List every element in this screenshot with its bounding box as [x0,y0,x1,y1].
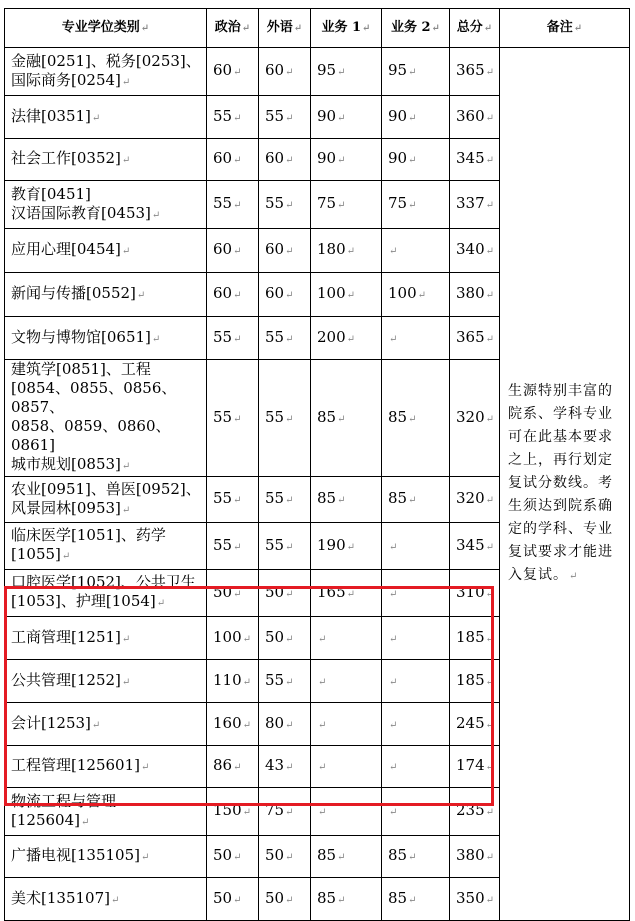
subject1-cell: 95↵ [311,48,382,96]
total-value: 320 [456,489,485,507]
subject1-cell: 90↵ [311,139,382,181]
subject2-cell: ↵ [382,570,450,617]
foreign-cell: 50↵ [259,617,311,660]
subject1-value: 90 [317,106,337,125]
politics-value: 55 [213,106,233,125]
subject1-value: 100 [317,284,346,302]
category-cell: 会计[1253]↵ [5,703,207,746]
politics-value: 55 [213,535,233,554]
subject2-value: 90 [388,149,408,167]
subject1-value: 85 [317,888,337,907]
header-total: 总分↵ [450,9,500,48]
subject2-value: 100 [388,284,417,302]
foreign-cell: 50↵ [259,570,311,617]
category-cell: 物流工程与管理 [125604]↵ [5,788,207,836]
subject1-cell: ↵ [311,788,382,836]
politics-cell: 60↵ [207,48,259,96]
subject2-cell: ↵ [382,703,450,746]
politics-cell: 160↵ [207,703,259,746]
politics-cell: 60↵ [207,273,259,317]
subject2-cell: 85↵ [382,360,450,477]
foreign-value: 50 [265,888,285,907]
category-cell: 工商管理[1251]↵ [5,617,207,660]
subject1-cell: 85↵ [311,360,382,477]
total-value: 345 [456,535,485,554]
subject1-value: 200 [317,327,346,346]
politics-value: 50 [213,888,233,907]
politics-value: 60 [213,240,233,258]
total-cell: 360↵ [450,96,500,139]
subject2-cell: 85↵ [382,878,450,921]
subject2-value: 95 [388,61,408,79]
subject1-value: 165 [317,582,346,601]
category-line: 新闻与传播[0552] [11,284,136,302]
score-table [4,8,630,921]
foreign-value: 55 [265,106,285,125]
subject2-cell: ↵ [382,788,450,836]
politics-cell: 60↵ [207,139,259,181]
category-line: 物流工程与管理 [11,791,117,810]
total-value: 345 [456,149,485,167]
total-value: 365 [456,327,485,346]
politics-cell: 50↵ [207,570,259,617]
total-cell: 174↵ [450,746,500,788]
subject1-cell: ↵ [311,703,382,746]
total-cell: 185↵ [450,617,500,660]
subject1-value: 190 [317,535,346,554]
category-line: [1055] [11,545,61,563]
header-politics: 政治↵ [207,9,259,48]
category-cell: 公共管理[1252]↵ [5,660,207,703]
category-cell: 广播电视[135105]↵ [5,836,207,878]
header-subject2: 业务 2↵ [382,9,450,48]
category-cell: 教育[0451] 汉语国际教育[0453]↵ [5,181,207,229]
politics-cell: 55↵ [207,477,259,523]
total-cell: 185↵ [450,660,500,703]
politics-value: 55 [213,194,233,212]
subject1-value: 75 [317,194,337,212]
category-line: 0858、0859、0860、0861] [11,417,171,454]
total-value: 185 [456,627,485,646]
category-cell: 应用心理[0454]↵ [5,229,207,273]
category-line: 应用心理[0454] [11,240,121,258]
subject1-cell: ↵ [311,660,382,703]
subject1-cell: ↵ [311,617,382,660]
subject2-value: 75 [388,194,408,212]
total-cell: 235↵ [450,788,500,836]
politics-cell: 150↵ [207,788,259,836]
total-cell: 245↵ [450,703,500,746]
foreign-cell: 60↵ [259,273,311,317]
total-cell: 380↵ [450,273,500,317]
total-cell: 337↵ [450,181,500,229]
foreign-cell: 60↵ [259,139,311,181]
category-line: 汉语国际教育[0453] [11,203,151,222]
foreign-value: 55 [265,670,285,689]
category-line: [125604] [11,810,80,829]
subject1-value: 180 [317,240,346,258]
category-line: 临床医学[1051]、药学 [11,526,166,544]
foreign-cell: 50↵ [259,836,311,878]
category-line: 建筑学[0851]、工程 [11,360,151,378]
total-value: 320 [456,407,485,426]
category-line: 广播电视[135105] [11,846,140,864]
politics-value: 50 [213,846,233,864]
foreign-cell: 60↵ [259,229,311,273]
category-cell: 工程管理[125601]↵ [5,746,207,788]
category-line: 社会工作[0352] [11,149,121,167]
subject1-cell: 100↵ [311,273,382,317]
foreign-cell: 55↵ [259,317,311,360]
politics-cell: 100↵ [207,617,259,660]
total-cell: 345↵ [450,139,500,181]
category-line: [0854、0855、0856、0857、 [11,379,177,416]
politics-cell: 50↵ [207,836,259,878]
foreign-cell: 55↵ [259,181,311,229]
header-notes: 备注↵ [500,9,630,48]
total-value: 235 [456,801,485,819]
category-cell: 社会工作[0352]↵ [5,139,207,181]
politics-value: 110 [213,670,242,689]
subject1-value: 85 [317,407,337,426]
notes-text: 生源特别丰富的院系、学科专业可在此基本要求之上，再行划定复试分数线。考生须达到院系确定的学科、专业复试要求才能进入复试。 [508,383,613,583]
subject1-cell: 165↵ [311,570,382,617]
total-value: 350 [456,888,485,907]
subject2-cell: 85↵ [382,836,450,878]
politics-value: 60 [213,284,233,302]
subject1-cell: ↵ [311,746,382,788]
total-value: 174 [456,756,485,774]
category-cell: 法律[0351]↵ [5,96,207,139]
foreign-value: 80 [265,713,285,732]
foreign-cell: 55↵ [259,360,311,477]
politics-cell: 86↵ [207,746,259,788]
foreign-value: 75 [265,801,285,819]
subject2-value: 85 [388,489,408,507]
subject2-cell: ↵ [382,229,450,273]
foreign-value: 50 [265,582,285,601]
category-line: 会计[1253] [11,713,91,732]
foreign-cell: 55↵ [259,660,311,703]
subject2-cell: 100↵ [382,273,450,317]
foreign-cell: 50↵ [259,878,311,921]
category-cell: 农业[0951]、兽医[0952]、 风景园林[0953]↵ [5,477,207,523]
foreign-value: 50 [265,846,285,864]
foreign-cell: 80↵ [259,703,311,746]
subject2-value: 85 [388,888,408,907]
subject2-value: 85 [388,407,408,426]
politics-value: 55 [213,489,233,507]
subject1-cell: 90↵ [311,96,382,139]
foreign-value: 55 [265,535,285,554]
category-cell: 金融[0251]、税务[0253]、 国际商务[0254]↵ [5,48,207,96]
total-value: 310 [456,582,485,601]
foreign-cell: 75↵ [259,788,311,836]
subject2-cell: 95↵ [382,48,450,96]
politics-cell: 55↵ [207,523,259,570]
category-line: 金融[0251]、税务[0253]、 [11,51,201,70]
total-value: 360 [456,106,485,125]
subject2-value: 90 [388,106,408,125]
subject2-cell: 75↵ [382,181,450,229]
politics-value: 86 [213,756,233,774]
subject2-cell: 85↵ [382,477,450,523]
subject1-cell: 85↵ [311,878,382,921]
politics-cell: 55↵ [207,360,259,477]
total-cell: 320↵ [450,360,500,477]
total-value: 185 [456,670,485,689]
foreign-value: 55 [265,194,285,212]
header-subject1: 业务 1↵ [311,9,382,48]
subject1-value: 85 [317,489,337,507]
politics-cell: 50↵ [207,878,259,921]
header-category: 专业学位类别↵ [5,9,207,48]
subject1-value: 90 [317,149,337,167]
subject1-cell: 85↵ [311,836,382,878]
politics-value: 60 [213,149,233,167]
foreign-cell: 55↵ [259,96,311,139]
subject1-cell: 180↵ [311,229,382,273]
category-line: 教育[0451] [11,184,91,203]
subject2-cell: ↵ [382,617,450,660]
category-line: 风景园林[0953] [11,498,121,517]
notes-cell: 生源特别丰富的院系、学科专业可在此基本要求之上，再行划定复试分数线。考生须达到院系确定的学科、专业复试要求才能进入复试。↵ [500,48,630,921]
category-cell: 美术[135107]↵ [5,878,207,921]
category-line: 国际商务[0254] [11,70,121,89]
foreign-value: 60 [265,149,285,167]
category-line: 城市规划[0853] [11,455,121,473]
politics-value: 55 [213,327,233,346]
total-value: 365 [456,61,485,79]
total-cell: 340↵ [450,229,500,273]
category-line: 农业[0951]、兽医[0952]、 [11,479,201,498]
total-cell: 365↵ [450,48,500,96]
subject2-cell: ↵ [382,660,450,703]
foreign-value: 55 [265,407,285,426]
header-row [5,9,630,48]
category-cell: 建筑学[0851]、工程 [0854、0855、0856、0857、 0858、0859、0860、0861] 城市规划[0853]↵ [5,360,207,477]
politics-value: 50 [213,582,233,601]
total-value: 380 [456,284,485,302]
table-row [5,48,630,96]
foreign-value: 55 [265,327,285,346]
politics-cell: 55↵ [207,181,259,229]
politics-value: 60 [213,61,233,79]
total-value: 337 [456,194,485,212]
category-line: 工商管理[1251] [11,627,121,646]
category-cell: 文物与博物馆[0651]↵ [5,317,207,360]
foreign-cell: 55↵ [259,477,311,523]
total-cell: 350↵ [450,878,500,921]
total-cell: 365↵ [450,317,500,360]
total-value: 380 [456,846,485,864]
total-cell: 380↵ [450,836,500,878]
category-cell: 临床医学[1051]、药学 [1055]↵ [5,523,207,570]
foreign-value: 60 [265,284,285,302]
politics-cell: 110↵ [207,660,259,703]
subject1-cell: 200↵ [311,317,382,360]
politics-cell: 60↵ [207,229,259,273]
foreign-value: 60 [265,240,285,258]
subject2-cell: 90↵ [382,96,450,139]
subject2-cell: ↵ [382,317,450,360]
politics-cell: 55↵ [207,96,259,139]
total-value: 340 [456,240,485,258]
header-foreign: 外语↵ [259,9,311,48]
subject1-value: 95 [317,61,337,79]
foreign-value: 55 [265,489,285,507]
subject2-cell: ↵ [382,523,450,570]
category-line: 公共管理[1252] [11,670,121,689]
total-cell: 320↵ [450,477,500,523]
total-value: 245 [456,713,485,732]
foreign-cell: 43↵ [259,746,311,788]
politics-value: 160 [213,713,242,732]
category-line: 法律[0351] [11,106,91,125]
foreign-cell: 55↵ [259,523,311,570]
category-line: [1053]、护理[1054] [11,592,156,610]
category-cell: 口腔医学[1052]、公共卫生 [1053]、护理[1054]↵ [5,570,207,617]
total-cell: 345↵ [450,523,500,570]
category-cell: 新闻与传播[0552]↵ [5,273,207,317]
category-line: 文物与博物馆[0651] [11,327,151,346]
politics-cell: 55↵ [207,317,259,360]
subject1-cell: 75↵ [311,181,382,229]
foreign-value: 43 [265,756,285,774]
subject2-cell: 90↵ [382,139,450,181]
category-line: 工程管理[125601] [11,756,140,774]
politics-value: 100 [213,627,242,646]
foreign-value: 60 [265,61,285,79]
subject1-cell: 85↵ [311,477,382,523]
subject2-value: 85 [388,846,408,864]
politics-value: 150 [213,801,242,819]
category-line: 美术[135107] [11,888,110,907]
subject1-cell: 190↵ [311,523,382,570]
category-line: 口腔医学[1052]、公共卫生 [11,573,196,591]
foreign-cell: 60↵ [259,48,311,96]
total-cell: 310↵ [450,570,500,617]
politics-value: 55 [213,407,233,426]
foreign-value: 50 [265,627,285,646]
subject2-cell: ↵ [382,746,450,788]
subject1-value: 85 [317,846,337,864]
